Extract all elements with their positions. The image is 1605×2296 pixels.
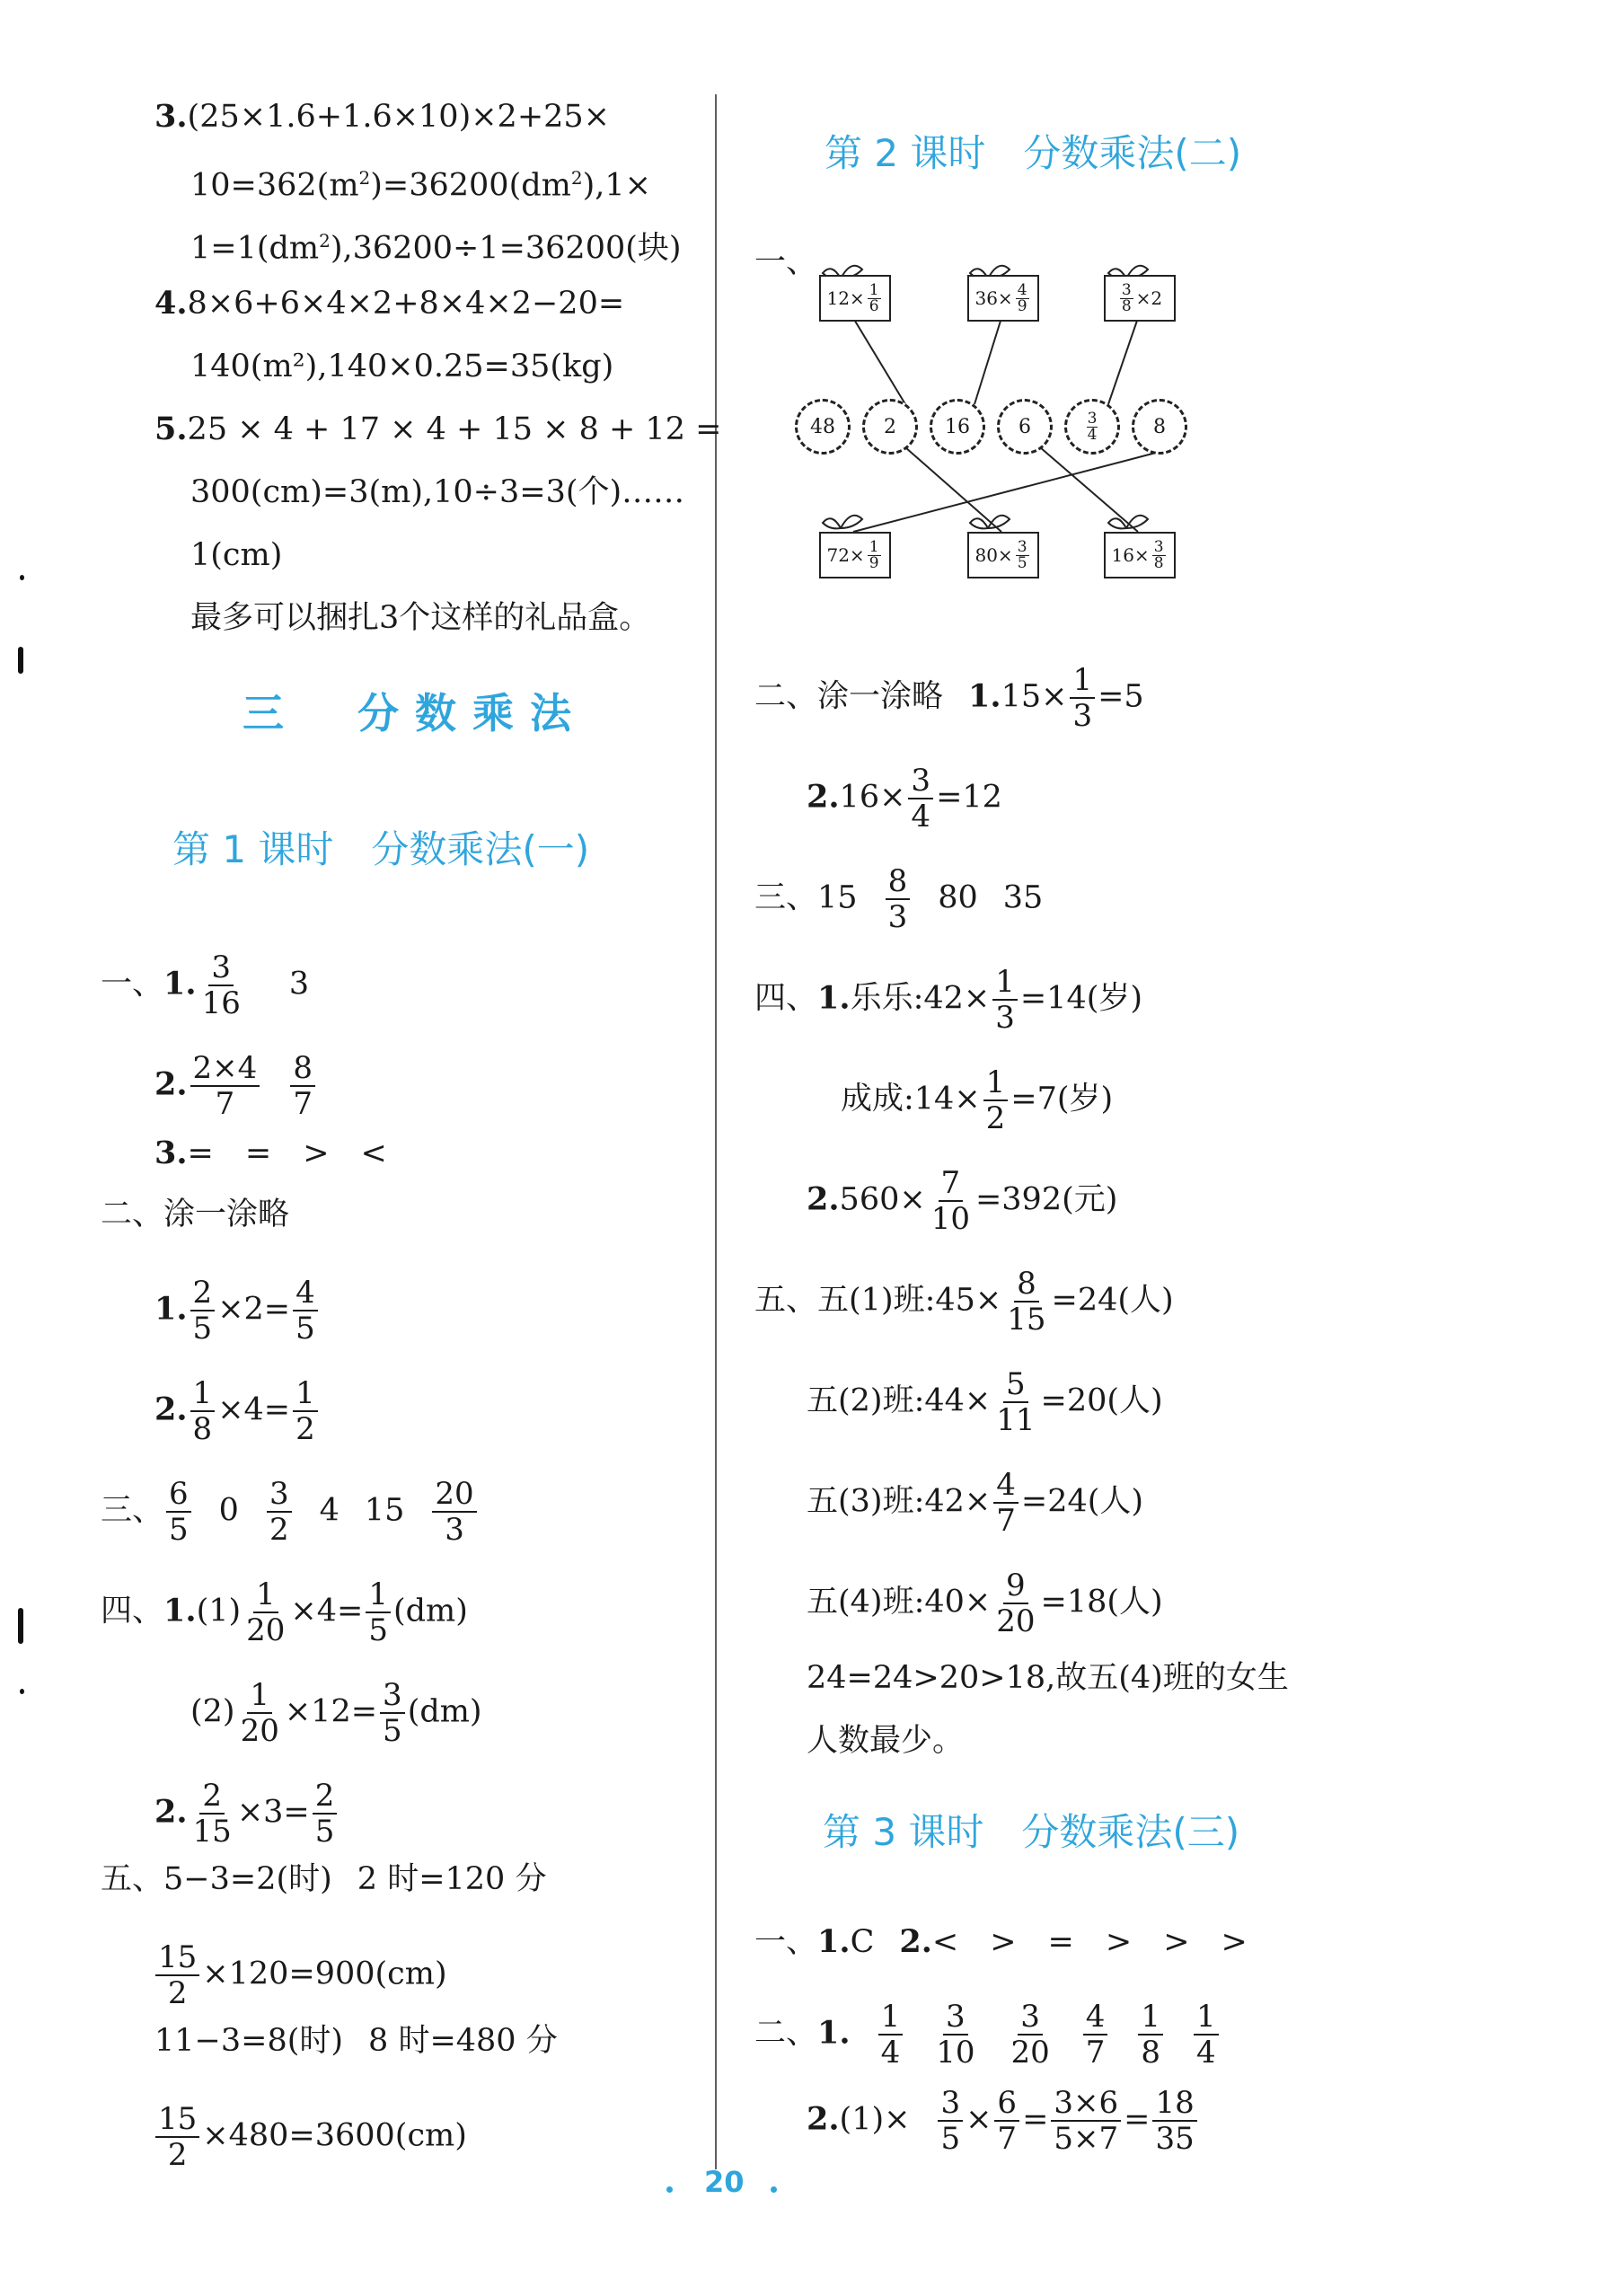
fraction: $\frac{1}{8}$: [190, 1376, 216, 1446]
s5-line-3: 11−3=8(时) 8 时=480 分: [154, 2023, 558, 2059]
page-dot: [771, 2186, 777, 2193]
s2-label: 二、涂一涂略: [101, 1197, 290, 1232]
unit-title: 三 分数乘法: [243, 689, 587, 737]
r-s5-conclusion-2: 人数最少。: [807, 1723, 965, 1759]
lesson-1-title: 第 1 课时 分数乘法(一): [172, 827, 590, 871]
r-s3-answers: 三、15 $\frac{8}{3}$ 80 35: [754, 863, 1044, 935]
fraction: $\frac{1}{20}$: [246, 1576, 286, 1648]
answer-5-line-3: 1(cm): [190, 537, 283, 573]
flower: 8: [1132, 399, 1187, 455]
s1-item-1: 一、1. $\frac{3}{16}$ 3: [101, 949, 310, 1021]
fraction: $\frac{3}{5}$: [938, 2086, 963, 2156]
page-dot: [666, 2186, 673, 2193]
answer-3-line-3: $1=1(dm^2),36200\div 1=36200$(块): [190, 230, 682, 267]
s2-item-1: 1. $\frac{2}{5}$ ×2= $\frac{4}{5}$: [154, 1276, 321, 1346]
s1-item-2: 2. $\frac{2\times 4}{7}$ $\frac{8}{7}$: [154, 1051, 318, 1121]
fraction: $\frac{3}{10}$: [936, 1999, 975, 2071]
top-card: 36× $\frac{4}{9}$: [967, 275, 1039, 322]
fraction: $\frac{6}{5}$: [166, 1477, 191, 1547]
r-s5-row-2: 五(2)班:44× $\frac{5}{11}$ =20(人): [807, 1366, 1163, 1438]
bottom-card: 16× $\frac{3}{8}$: [1104, 532, 1176, 578]
fraction: $\frac{8}{15}$: [1007, 1266, 1046, 1338]
column-divider: [715, 94, 717, 2169]
flower: 6: [997, 399, 1053, 455]
fraction: $\frac{2}{5}$: [313, 1779, 338, 1849]
scan-mark: [18, 647, 23, 674]
r-s5-row-4: 五(4)班:40× $\frac{9}{20}$ =18(人): [807, 1567, 1163, 1639]
fraction: $\frac{3}{16}$: [201, 949, 241, 1021]
answer-5-line-1: 5.25 × 4 + 17 × 4 + 15 × 8 + 12 =: [154, 411, 722, 447]
fraction: $\frac{2\times 4}{7}$: [190, 1051, 260, 1121]
fraction: $\frac{3}{20}$: [1010, 1999, 1050, 2071]
fraction: $\frac{8}{3}$: [886, 864, 911, 934]
r-s2-item-2: 2.16× $\frac{3}{4}$ =12: [807, 763, 1002, 835]
fraction: $\frac{7}{10}$: [930, 1165, 970, 1237]
bottom-card: 72× $\frac{1}{9}$: [819, 532, 891, 578]
top-card: 12× $\frac{1}{6}$: [819, 275, 891, 322]
fraction: $\frac{3\times 6}{5\times 7}$: [1051, 2086, 1121, 2156]
r-s7-item-1: 二、1. $\frac{1}{4}$ $\frac{3}{10}$ $\frac{3}{20}$ $\frac{4}{7}$ $\frac{1}{8}$ $\frac{1}{4}$: [754, 2000, 1221, 2070]
fraction: $\frac{2}{5}$: [190, 1276, 216, 1346]
flower: 16: [930, 399, 985, 455]
r-s5-row-1: 五、五(1)班:45× $\frac{8}{15}$ =24(人): [754, 1266, 1174, 1338]
answer-3-line-1: 3.(25×1.6+1.6×10)×2+25×: [154, 98, 611, 135]
s4-item-2: 2. $\frac{2}{15}$ ×3= $\frac{2}{5}$: [154, 1779, 340, 1849]
scan-mark: [20, 575, 24, 580]
s2-item-2: 2. $\frac{1}{8}$ ×4= $\frac{1}{2}$: [154, 1376, 321, 1446]
r-s6-answers: 一、1.C 2.< > = > > >: [754, 1923, 1248, 1960]
bottom-card: 80× $\frac{3}{5}$: [967, 532, 1039, 578]
r-s5-conclusion-1: 24=24>20>18,故五(4)班的女生: [807, 1660, 1289, 1696]
r-s7-item-2: 2.(1)× $\frac{3}{5}$ × $\frac{6}{7}$ = $\frac{3\times 6}{5\times 7}$ = $\frac{18}{35}$: [807, 2086, 1200, 2156]
s3-answers: 三、 $\frac{6}{5}$ 0 $\frac{3}{2}$ 4 15 $\frac{20}{3}$: [101, 1477, 480, 1547]
fraction: $\frac{2}{15}$: [192, 1778, 232, 1850]
flower: 2: [862, 399, 918, 455]
fraction: $\frac{3}{5}$: [380, 1678, 405, 1748]
answer-4-line-2: 140(m²),140×0.25=35(kg): [190, 349, 614, 384]
flower: $\frac{3}{4}$: [1064, 399, 1120, 455]
fraction: $\frac{18}{35}$: [1152, 2086, 1196, 2156]
answer-4-line-1: 4.8×6+6×4×2+8×4×2−20=: [154, 285, 625, 322]
fraction: $\frac{1}{2}$: [293, 1376, 318, 1446]
answer-5-conclusion: 最多可以捆扎3个这样的礼品盒。: [190, 600, 651, 636]
fraction: $\frac{4}{7}$: [993, 1468, 1019, 1538]
page-number: 20: [704, 2165, 745, 2199]
fraction: $\frac{1}{5}$: [366, 1577, 391, 1647]
fraction: $\frac{15}{2}$: [155, 1940, 199, 2010]
r-s5-row-3: 五(3)班:42× $\frac{4}{7}$ =24(人): [807, 1467, 1144, 1539]
fraction: $\frac{1}{3}$: [1070, 663, 1095, 733]
fraction: $\frac{6}{7}$: [994, 2086, 1019, 2156]
top-card: $\frac{3}{8}$ ×2: [1104, 275, 1176, 322]
lesson-3-title: 第 3 课时 分数乘法(三): [823, 1810, 1240, 1854]
fraction: $\frac{3}{2}$: [267, 1477, 292, 1547]
fraction: $\frac{8}{7}$: [290, 1051, 315, 1121]
fraction: $\frac{4}{7}$: [1083, 2000, 1108, 2070]
r-s4-item-1b: 成成:14× $\frac{1}{2}$ =7(岁): [841, 1064, 1114, 1136]
s4-item-1-2: (2) $\frac{1}{20}$ ×12= $\frac{3}{5}$ (dm): [190, 1677, 482, 1749]
r-s2-item-1: 二、涂一涂略 1.15× $\frac{1}{3}$ =5: [754, 662, 1144, 734]
answer-3-line-2: $10=362(m^2)=36200(dm^2),1\times$: [190, 167, 651, 204]
answer-5-line-2: 300(cm)=3(m),10÷3=3(个)……: [190, 474, 685, 510]
fraction: $\frac{5}{11}$: [996, 1366, 1036, 1438]
fraction: $\frac{1}{4}$: [1194, 2000, 1219, 2070]
scan-mark: [18, 1608, 23, 1644]
fraction: $\frac{3}{4}$: [908, 764, 933, 834]
fraction: $\frac{1}{3}$: [992, 965, 1018, 1035]
fraction: $\frac{15}{2}$: [155, 2102, 199, 2172]
matching-diagram: [754, 243, 1239, 620]
s1-item-3: 3.= = > <: [154, 1135, 387, 1171]
lesson-2-title: 第 2 课时 分数乘法(二): [825, 131, 1242, 175]
s5-line-2: $\frac{15}{2}$ ×120=900(cm): [153, 1940, 447, 2010]
s4-item-1-1: 四、1.(1) $\frac{1}{20}$ ×4= $\frac{1}{5}$ (dm): [101, 1576, 468, 1648]
fraction: $\frac{1}{2}$: [983, 1065, 1009, 1135]
r-s4-item-2: 2.560× $\frac{7}{10}$ =392(元): [807, 1165, 1118, 1237]
s5-line-4: $\frac{15}{2}$ ×480=3600(cm): [153, 2102, 467, 2172]
s5-line-1: 五、5−3=2(时) 2 时=120 分: [101, 1861, 547, 1897]
fraction: $\frac{1}{20}$: [240, 1677, 279, 1749]
scan-mark: [20, 1689, 24, 1694]
diagram-label: 一、: [754, 244, 818, 280]
fraction: $\frac{1}{4}$: [878, 2000, 904, 2070]
fraction: $\frac{4}{5}$: [293, 1276, 318, 1346]
fraction: $\frac{9}{20}$: [996, 1567, 1036, 1639]
r-s4-item-1: 四、1.乐乐:42× $\frac{1}{3}$ =14(岁): [754, 964, 1143, 1036]
fraction: $\frac{1}{8}$: [1138, 2000, 1163, 2070]
fraction: $\frac{20}{3}$: [432, 1477, 476, 1547]
flower: 48: [795, 399, 851, 455]
